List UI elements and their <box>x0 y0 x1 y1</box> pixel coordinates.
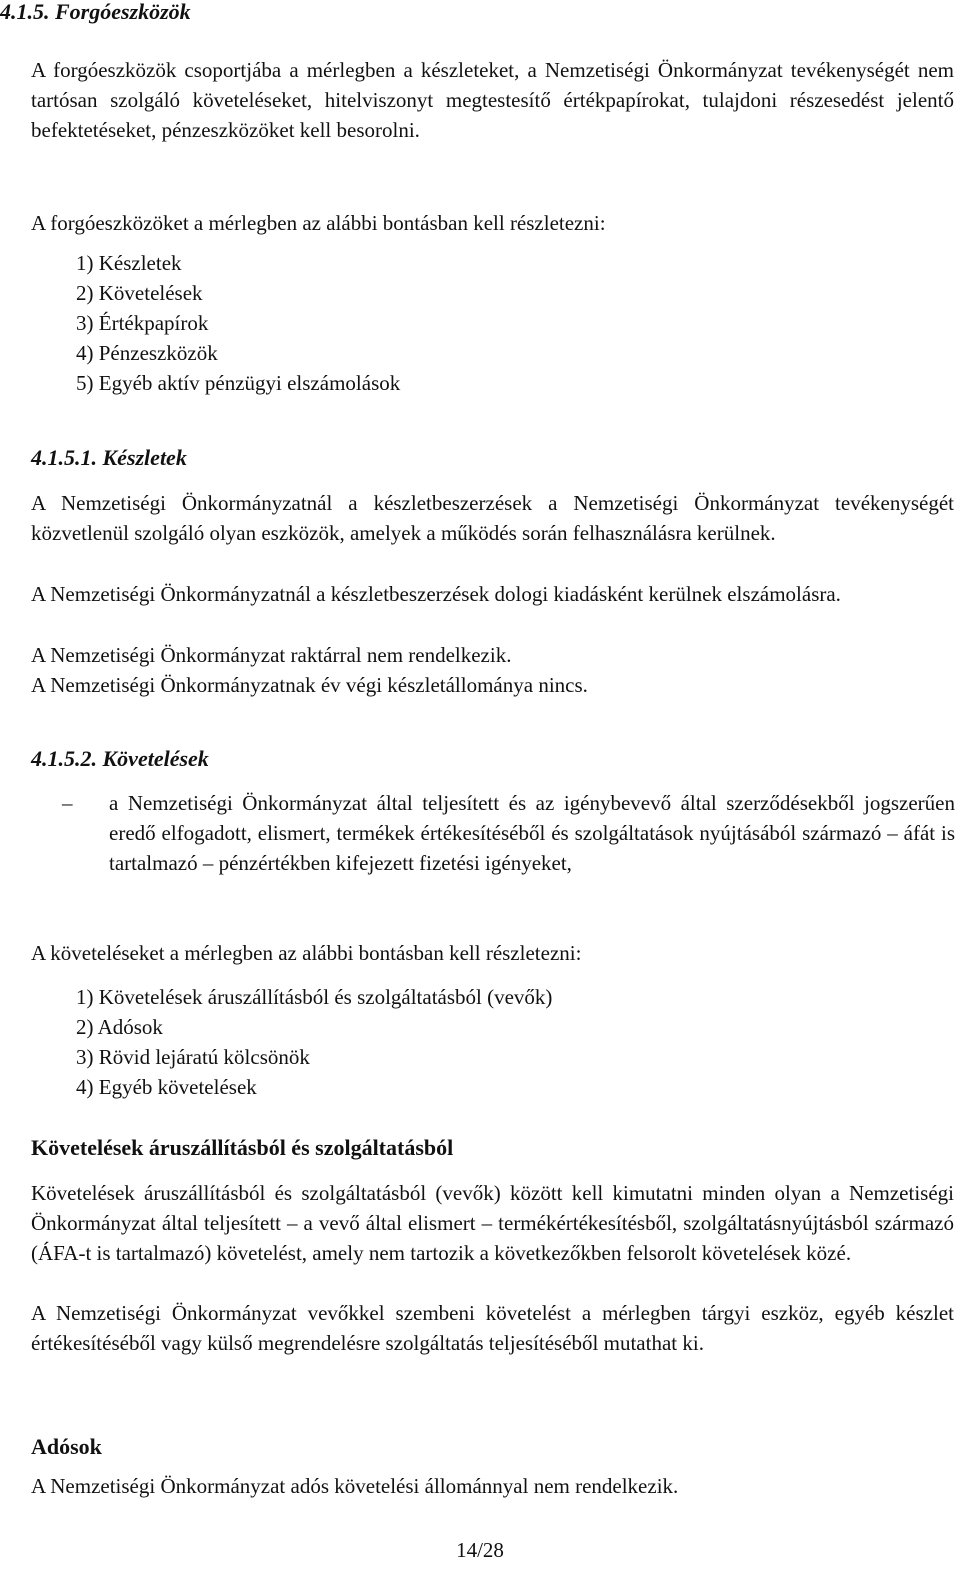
kovetelesek-heading: 4.1.5.2. Követelések <box>31 746 209 771</box>
kovetelesek-dash-item <box>62 788 955 878</box>
list-item: 5) Egyéb aktív pénzügyi elszámolások <box>76 371 401 395</box>
adosok-heading: Adósok <box>31 1434 102 1459</box>
section-intro-paragraph: A forgóeszközök csoportjába a mérlegben a készleteket, a Nemzetiségi Önkormányzat tevékenységét nem tartósan szolgáló követeléseket, hitelviszonyt megtestesítő értékpapírokat, tulajdoni részesedést jelentő befektetéseket, pénzeszközöket kell besorolni. <box>31 58 954 142</box>
vevok-paragraph-2: A Nemzetiségi Önkormányzat vevőkkel szembeni követelést a mérlegben tárgyi eszköz, egyéb készlet értékesítéséből vagy külső megrendelésre szolgáltatás teljesítéséből mutathat ki. <box>31 1301 954 1355</box>
vevok-paragraph-1: Követelések áruszállításból és szolgáltatásból (vevők) között kell kimutatni minden olyan a Nemzetiségi Önkormányzat által teljesített – a vevő által elismert – termékértékesítésből, szolgáltatásnyújtásból származó (ÁFA-t is tartalmazó) követelést, amely nem tartozik a következőkben felsorolt követelések közé. <box>31 1181 954 1265</box>
list-item: 2) Követelések <box>76 281 203 305</box>
list-item: 3) Értékpapírok <box>76 311 209 335</box>
list-item: 1) Készletek <box>76 251 182 275</box>
list-item: 4) Egyéb követelések <box>76 1075 257 1099</box>
keszletek-heading: 4.1.5.1. Készletek <box>31 445 187 470</box>
adosok-paragraph: A Nemzetiségi Önkormányzat adós követelési állománnyal nem rendelkezik. <box>31 1474 679 1498</box>
list-item: 2) Adósok <box>76 1015 163 1039</box>
keszletek-paragraph-3: A Nemzetiségi Önkormányzat raktárral nem rendelkezik. <box>31 643 512 667</box>
list-item: 3) Rövid lejáratú kölcsönök <box>76 1045 310 1069</box>
section-breakdown-intro: A forgóeszközöket a mérlegben az alábbi bontásban kell részletezni: <box>31 211 606 235</box>
keszletek-paragraph-1: A Nemzetiségi Önkormányzatnál a készletbeszerzések a Nemzetiségi Önkormányzat tevékenységét közvetlenül szolgáló olyan eszközök, amelyek a működés során felhasználásra kerülnek. <box>31 491 954 545</box>
vevok-heading: Követelések áruszállításból és szolgáltatásból <box>31 1135 454 1160</box>
kovetelesek-breakdown-list <box>76 982 552 1102</box>
keszletek-paragraph-4: A Nemzetiségi Önkormányzatnak év végi készletállománya nincs. <box>31 673 588 697</box>
page-number: 14/28 <box>456 1538 504 1562</box>
section-breakdown-list <box>76 248 400 398</box>
kovetelesek-breakdown-intro: A követeléseket a mérlegben az alábbi bontásban kell részletezni: <box>31 941 582 965</box>
dash-bullet: – <box>62 791 73 815</box>
keszletek-paragraph-2: A Nemzetiségi Önkormányzatnál a készletbeszerzések dologi kiadásként kerülnek elszámolásra. <box>31 582 841 606</box>
dash-item-text: a Nemzetiségi Önkormányzat által teljesített és az igénybevevő által szerződésekből jogszerűen eredő elfogadott, elismert, termékek értékesítéséből és szolgáltatások nyújtásából származó – áfát is tartalmazó – pénzértékben kifejezett fizetési igényeket, <box>109 791 955 875</box>
list-item: 1) Követelések áruszállításból és szolgáltatásból (vevők) <box>76 985 553 1009</box>
section-heading: 4.1.5. Forgóeszközök <box>0 0 191 24</box>
list-item: 4) Pénzeszközök <box>76 341 218 365</box>
